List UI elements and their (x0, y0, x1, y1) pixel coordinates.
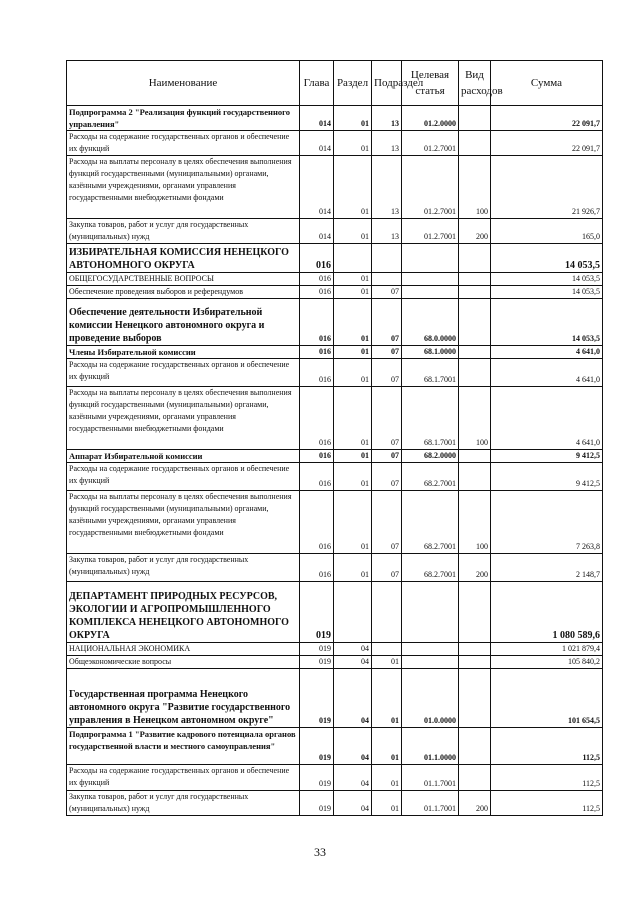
cell-glava: 016 (300, 299, 334, 346)
cell-podrazdel (372, 273, 402, 286)
cell-vid (459, 299, 491, 346)
cell-glava: 016 (300, 346, 334, 359)
cell-glava: 019 (300, 728, 334, 765)
cell-vid (459, 106, 491, 131)
cell-razdel: 01 (334, 299, 372, 346)
cell-razdel: 01 (334, 156, 372, 219)
cell-razdel: 04 (334, 791, 372, 816)
cell-razdel: 01 (334, 387, 372, 450)
cell-vid (459, 656, 491, 669)
cell-summa: 14 053,5 (491, 286, 603, 299)
cell-glava: 016 (300, 244, 334, 273)
table-row (67, 299, 603, 346)
cell-statia: 01.1.7001 (402, 765, 459, 791)
table-row (67, 463, 603, 491)
budget-table (66, 60, 603, 816)
table-row (67, 491, 603, 554)
cell-summa: 7 263,8 (491, 491, 603, 554)
cell-razdel: 04 (334, 656, 372, 669)
cell-podrazdel: 13 (372, 131, 402, 156)
cell-summa: 9 412,5 (491, 463, 603, 491)
col-header-statia: Целевая статья (402, 61, 459, 106)
cell-summa: 14 053,5 (491, 244, 603, 273)
table-row (67, 554, 603, 582)
cell-summa: 4 641,0 (491, 387, 603, 450)
cell-glava: 019 (300, 669, 334, 728)
cell-vid: 100 (459, 156, 491, 219)
table-header-row (67, 61, 603, 106)
cell-statia: 01.2.7001 (402, 219, 459, 244)
cell-vid: 200 (459, 791, 491, 816)
table-row (67, 669, 603, 728)
cell-summa: 101 654,5 (491, 669, 603, 728)
cell-glava: 014 (300, 156, 334, 219)
cell-podrazdel: 07 (372, 299, 402, 346)
cell-razdel: 01 (334, 359, 372, 387)
cell-name: Расходы на содержание государственных органов и обеспечение их функций (67, 359, 300, 387)
cell-summa: 105 840,2 (491, 656, 603, 669)
table-row (67, 244, 603, 273)
cell-statia (402, 656, 459, 669)
cell-name: ДЕПАРТАМЕНТ ПРИРОДНЫХ РЕСУРСОВ, ЭКОЛОГИИ И АГРОПРОМЫШЛЕННОГО КОМПЛЕКСА НЕНЕЦКОГО АВТОНОМНОГО ОКРУГА (67, 582, 300, 643)
cell-glava: 016 (300, 273, 334, 286)
cell-summa: 14 053,5 (491, 273, 603, 286)
cell-statia: 68.2.7001 (402, 491, 459, 554)
cell-razdel: 01 (334, 106, 372, 131)
cell-razdel: 04 (334, 728, 372, 765)
cell-glava: 016 (300, 359, 334, 387)
cell-summa: 165,0 (491, 219, 603, 244)
cell-name: Расходы на содержание государственных органов и обеспечение их функций (67, 131, 300, 156)
cell-glava: 016 (300, 491, 334, 554)
cell-statia (402, 643, 459, 656)
table-row (67, 219, 603, 244)
cell-glava: 019 (300, 791, 334, 816)
cell-podrazdel: 07 (372, 286, 402, 299)
cell-statia: 68.1.0000 (402, 346, 459, 359)
cell-glava: 014 (300, 106, 334, 131)
cell-vid (459, 273, 491, 286)
cell-podrazdel: 13 (372, 106, 402, 131)
cell-vid (459, 582, 491, 643)
cell-statia: 01.1.0000 (402, 728, 459, 765)
cell-razdel: 01 (334, 491, 372, 554)
col-header-name: Наименование (67, 61, 300, 106)
cell-podrazdel: 07 (372, 387, 402, 450)
cell-name: Подпрограмма 1 "Развитие кадрового потенциала органов государственной власти и местного самоуправления" (67, 728, 300, 765)
table-row (67, 273, 603, 286)
cell-name: Расходы на выплаты персоналу в целях обеспечения выполнения функций государственными (муниципальными) органами, казёнными учреждениями, органами управления государственными внебюджетными фондами (67, 387, 300, 450)
cell-glava: 016 (300, 387, 334, 450)
cell-glava: 016 (300, 286, 334, 299)
cell-statia: 01.1.7001 (402, 791, 459, 816)
cell-summa: 112,5 (491, 765, 603, 791)
cell-name: Расходы на выплаты персоналу в целях обеспечения выполнения функций государственными (муниципальными) органами, казёнными учреждениями, органами управления государственными внебюджетными фондами (67, 491, 300, 554)
cell-razdel: 04 (334, 643, 372, 656)
cell-name: Расходы на содержание государственных органов и обеспечение их функций (67, 765, 300, 791)
cell-name: Закупка товаров, работ и услуг для государственных (муниципальных) нужд (67, 554, 300, 582)
cell-razdel: 01 (334, 219, 372, 244)
table-row (67, 582, 603, 643)
cell-podrazdel: 01 (372, 728, 402, 765)
cell-razdel: 04 (334, 765, 372, 791)
cell-statia: 68.2.7001 (402, 554, 459, 582)
cell-name: Закупка товаров, работ и услуг для государственных (муниципальных) нужд (67, 791, 300, 816)
cell-podrazdel: 07 (372, 450, 402, 463)
col-header-podrazdel: Подраздел (372, 61, 402, 106)
cell-summa: 9 412,5 (491, 450, 603, 463)
cell-name: Подпрограмма 2 "Реализация функций государственного управления" (67, 106, 300, 131)
cell-statia (402, 582, 459, 643)
col-header-vid: Вид расходов (459, 61, 491, 106)
cell-vid: 100 (459, 387, 491, 450)
cell-razdel: 01 (334, 554, 372, 582)
cell-vid (459, 286, 491, 299)
cell-summa: 22 091,7 (491, 131, 603, 156)
cell-statia: 01.2.7001 (402, 131, 459, 156)
cell-vid: 200 (459, 554, 491, 582)
cell-vid (459, 450, 491, 463)
cell-podrazdel (372, 244, 402, 273)
cell-summa: 4 641,0 (491, 346, 603, 359)
cell-vid (459, 728, 491, 765)
cell-summa: 112,5 (491, 791, 603, 816)
cell-statia: 01.2.7001 (402, 156, 459, 219)
cell-name: Расходы на содержание государственных органов и обеспечение их функций (67, 463, 300, 491)
page-number: 33 (314, 845, 326, 859)
table-row (67, 728, 603, 765)
cell-podrazdel: 13 (372, 219, 402, 244)
cell-name: ОБЩЕГОСУДАРСТВЕННЫЕ ВОПРОСЫ (67, 273, 300, 286)
table-row (67, 387, 603, 450)
cell-statia: 68.1.7001 (402, 359, 459, 387)
cell-razdel: 01 (334, 131, 372, 156)
cell-name: Закупка товаров, работ и услуг для государственных (муниципальных) нужд (67, 219, 300, 244)
cell-statia (402, 273, 459, 286)
cell-podrazdel: 07 (372, 359, 402, 387)
cell-podrazdel: 01 (372, 656, 402, 669)
cell-vid: 200 (459, 219, 491, 244)
cell-glava: 014 (300, 219, 334, 244)
cell-summa: 1 021 879,4 (491, 643, 603, 656)
cell-name: ИЗБИРАТЕЛЬНАЯ КОМИССИЯ НЕНЕЦКОГО АВТОНОМНОГО ОКРУГА (67, 244, 300, 273)
cell-podrazdel: 07 (372, 463, 402, 491)
col-header-razdel: Раздел (334, 61, 372, 106)
cell-podrazdel: 13 (372, 156, 402, 219)
cell-statia: 01.0.0000 (402, 669, 459, 728)
cell-glava: 019 (300, 643, 334, 656)
cell-summa: 4 641,0 (491, 359, 603, 387)
cell-razdel (334, 244, 372, 273)
cell-vid (459, 346, 491, 359)
col-header-glava: Глава (300, 61, 334, 106)
cell-statia (402, 286, 459, 299)
cell-summa: 112,5 (491, 728, 603, 765)
cell-name: Расходы на выплаты персоналу в целях обеспечения выполнения функций государственными (муниципальными) органами, казёнными учреждениями, органами управления государственными внебюджетными фондами (67, 156, 300, 219)
table-row (67, 791, 603, 816)
cell-glava: 016 (300, 450, 334, 463)
table-row (67, 286, 603, 299)
cell-vid (459, 643, 491, 656)
table-row (67, 106, 603, 131)
cell-razdel: 01 (334, 450, 372, 463)
cell-name: Обеспечение деятельности Избирательной комиссии Ненецкого автономного округа и проведение выборов (67, 299, 300, 346)
cell-glava: 019 (300, 765, 334, 791)
cell-glava: 019 (300, 582, 334, 643)
cell-vid (459, 131, 491, 156)
cell-podrazdel (372, 643, 402, 656)
cell-statia: 68.1.7001 (402, 387, 459, 450)
cell-name: Государственная программа Ненецкого автономного округа "Развитие государственного управления в Ненецком автономном округе" (67, 669, 300, 728)
table-row (67, 643, 603, 656)
cell-glava: 014 (300, 131, 334, 156)
table-row (67, 765, 603, 791)
cell-statia (402, 244, 459, 273)
cell-statia: 68.2.0000 (402, 450, 459, 463)
cell-statia: 01.2.0000 (402, 106, 459, 131)
cell-vid (459, 244, 491, 273)
col-header-summa: Сумма (491, 61, 603, 106)
cell-razdel: 01 (334, 346, 372, 359)
cell-podrazdel: 01 (372, 669, 402, 728)
cell-razdel: 04 (334, 669, 372, 728)
cell-summa: 14 053,5 (491, 299, 603, 346)
cell-statia: 68.0.0000 (402, 299, 459, 346)
cell-summa: 1 080 589,6 (491, 582, 603, 643)
cell-razdel (334, 582, 372, 643)
cell-podrazdel: 07 (372, 554, 402, 582)
table-row (67, 359, 603, 387)
table-body (67, 106, 603, 816)
cell-vid (459, 765, 491, 791)
cell-glava: 019 (300, 656, 334, 669)
cell-podrazdel: 07 (372, 346, 402, 359)
table-row (67, 346, 603, 359)
cell-vid (459, 359, 491, 387)
cell-name: Аппарат Избирательной комиссии (67, 450, 300, 463)
cell-name: НАЦИОНАЛЬНАЯ ЭКОНОМИКА (67, 643, 300, 656)
cell-podrazdel (372, 582, 402, 643)
cell-vid: 100 (459, 491, 491, 554)
cell-podrazdel: 01 (372, 765, 402, 791)
cell-glava: 016 (300, 463, 334, 491)
table-row (67, 656, 603, 669)
cell-name: Члены Избирательной комиссии (67, 346, 300, 359)
cell-podrazdel: 01 (372, 791, 402, 816)
cell-summa: 22 091,7 (491, 106, 603, 131)
cell-name: Обеспечение проведения выборов и референдумов (67, 286, 300, 299)
cell-glava: 016 (300, 554, 334, 582)
cell-statia: 68.2.7001 (402, 463, 459, 491)
cell-razdel: 01 (334, 463, 372, 491)
table-row (67, 131, 603, 156)
cell-vid (459, 669, 491, 728)
table-row (67, 450, 603, 463)
cell-summa: 2 148,7 (491, 554, 603, 582)
table-row (67, 156, 603, 219)
cell-razdel: 01 (334, 286, 372, 299)
cell-summa: 21 926,7 (491, 156, 603, 219)
cell-razdel: 01 (334, 273, 372, 286)
cell-podrazdel: 07 (372, 491, 402, 554)
cell-vid (459, 463, 491, 491)
cell-name: Общеэкономические вопросы (67, 656, 300, 669)
